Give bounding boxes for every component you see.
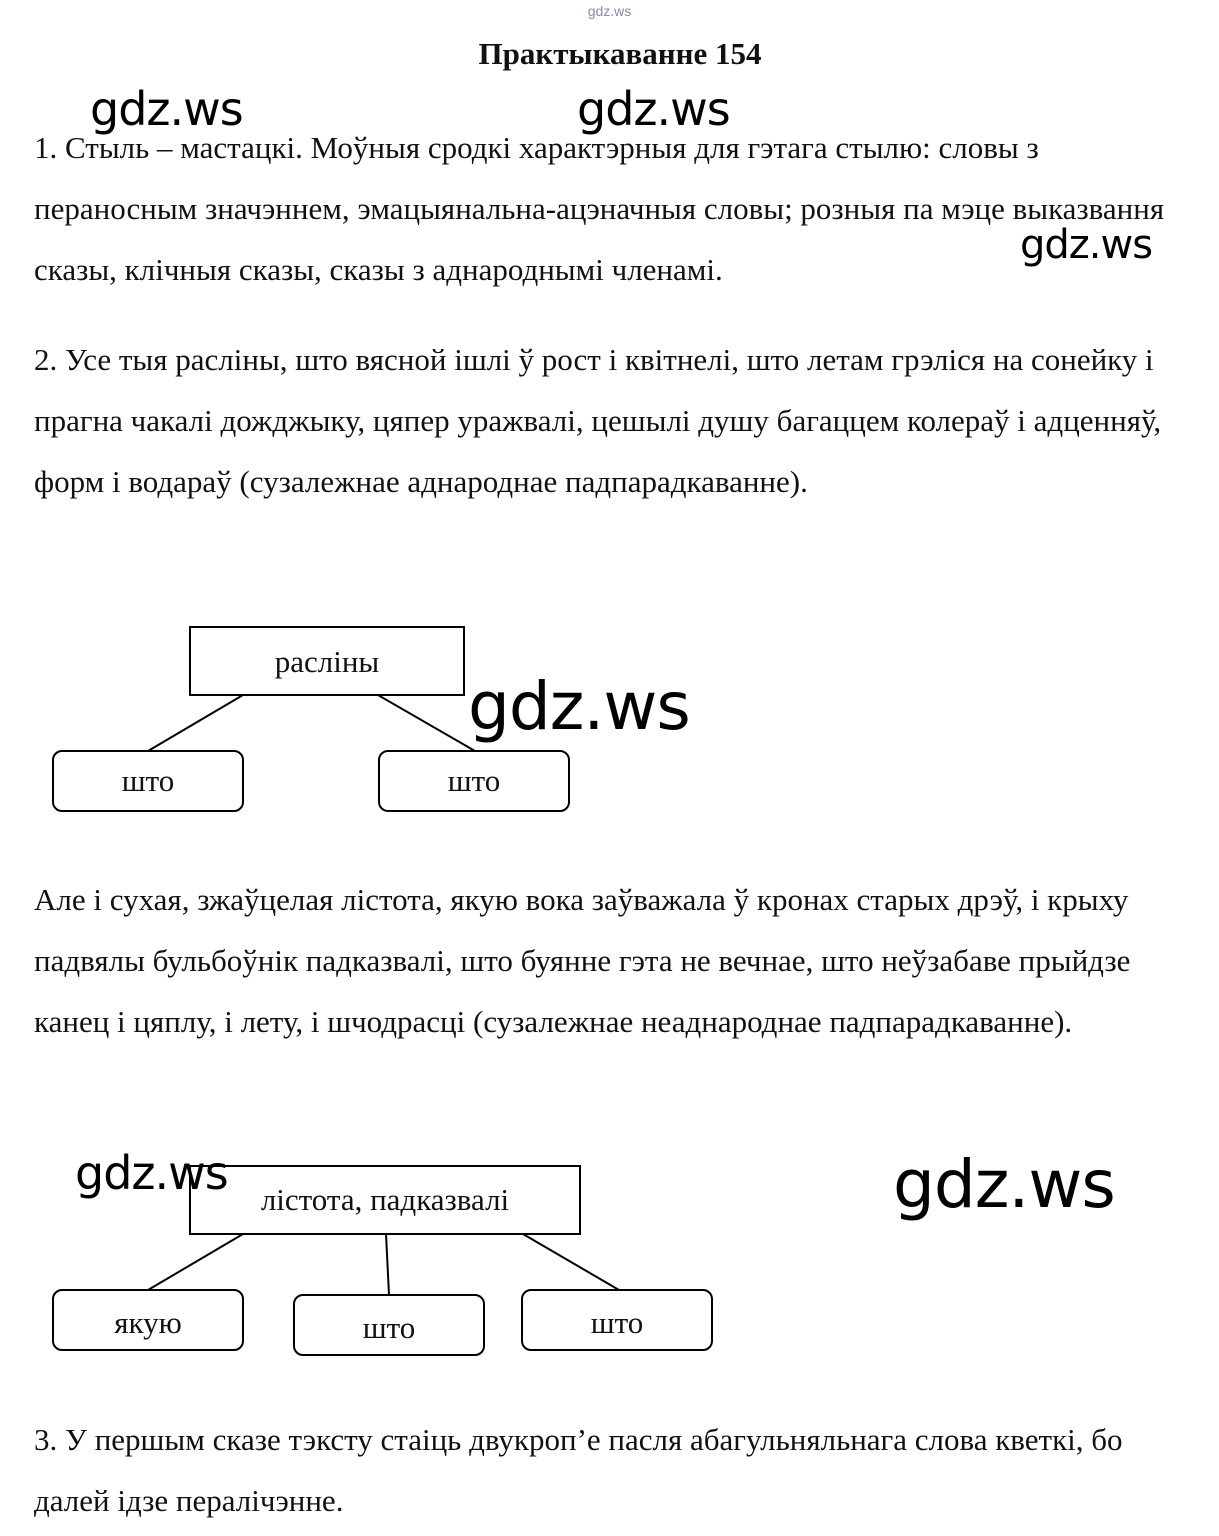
- diagram-1-main-label: расліны: [274, 644, 380, 679]
- answer-paragraph-2: 2. Усе тыя расліны, што вясной ішлі ў рост і квітнелі, што летам грэліся на сонейку і прагна чакалі дожджыку, цяпер уражвалі, цешылі душу багаццем колераў і адценняў, форм і водараў (сузалежнае аднароднае падпарадкаванне).: [34, 342, 1162, 499]
- answer-paragraph-4: 3. У першым сказе тэксту стаіць двукроп’е пасля абагульняльнага слова кветкі, бо далей ідзе пералічэнне.: [34, 1422, 1123, 1518]
- diagram-2-middle-label: што: [362, 1310, 416, 1345]
- diagram-1-connector-right: [378, 695, 475, 751]
- diagram-2-connector-middle: [386, 1234, 389, 1295]
- page-title: Практыкаванне 154: [478, 36, 762, 71]
- watermark: gdz.ws: [90, 82, 243, 136]
- watermark: gdz.ws: [893, 1146, 1115, 1223]
- diagram-1-connector-left: [148, 695, 243, 751]
- watermark: gdz.ws: [577, 82, 730, 136]
- diagram-2-left-label: якую: [114, 1305, 182, 1340]
- diagram-2-right-label: што: [590, 1305, 644, 1340]
- watermark: gdz.ws: [75, 1146, 228, 1200]
- diagram-1-left-label: што: [121, 763, 175, 798]
- answer-paragraph-3: Але і сухая, зжаўцелая лістота, якую вока заўважала ў кронах старых дрэў, і крыху падвялы бульбоўнік падказвалі, што буянне гэта не вечнае, што неўзабаве прыйдзе канец і цяплу, і лету, і шчодрасці (сузалежнае неаднароднае падпарадкаванне).: [34, 882, 1131, 1039]
- watermark: gdz.ws: [1020, 222, 1153, 268]
- answer-paragraph-1: 1. Стыль – мастацкі. Моўныя сродкі характэрныя для гэтага стылю: словы з пераносным значэннем, эмацыянальна-ацэначныя словы; розныя па мэце выказвання сказы, клічныя сказы, сказы з аднароднымі членамі.: [34, 130, 1165, 287]
- diagram-2-connector-right: [523, 1234, 619, 1290]
- diagram-2-main-label: лістота, падказвалі: [260, 1182, 510, 1217]
- site-header-link[interactable]: gdz.ws: [587, 3, 632, 19]
- diagram-2-connector-left: [148, 1234, 243, 1290]
- diagram-1-right-label: што: [447, 763, 501, 798]
- watermark: gdz.ws: [468, 668, 690, 745]
